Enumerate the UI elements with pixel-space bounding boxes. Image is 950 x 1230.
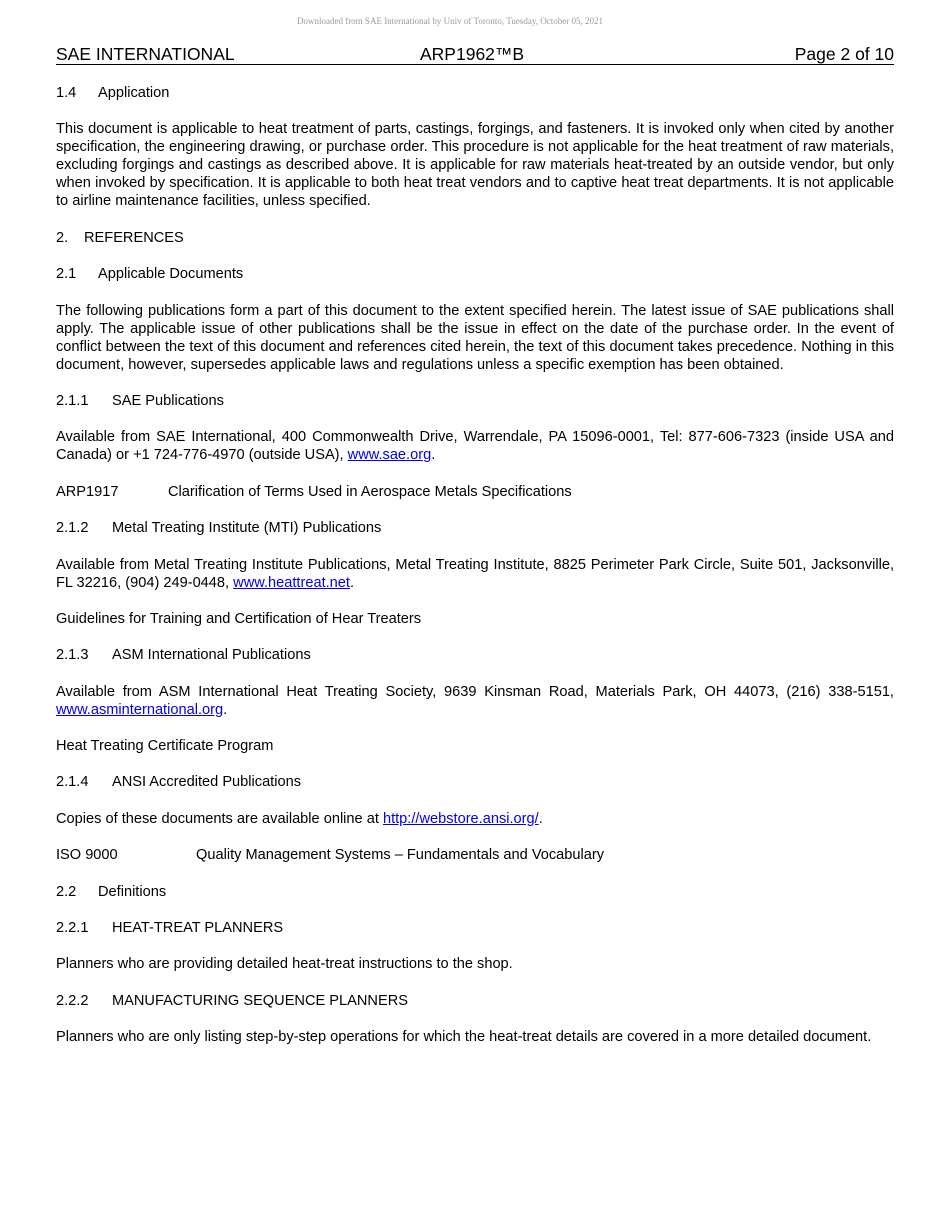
section-2-1-3-body — [56, 683, 894, 719]
section-2-1-4-heading — [56, 773, 894, 791]
period: . — [349, 574, 355, 591]
section-2-1-body: The following publications form a part of this document to the extent specified herein. The latest issue of SAE publications shall apply. The applicable issue of other publications shall be the issue in effect on the date of the purchase order. In the event of conflict between the text of this document and references cited herein, the text of this document takes precedence. Nothing in this document, however, supersedes applicable laws and regulations unless a specific exemption has been obtained. — [56, 302, 894, 373]
body-text: Available from Metal Treating Institute Publications, Metal Treating Institute, 8825 Perimeter Park Circle, Suite 501, Jacksonville, FL 32216, (904) 249-0448, — [56, 556, 894, 591]
section-title: Definitions — [98, 883, 167, 900]
section-2-1-2-body — [56, 556, 894, 592]
period: . — [223, 701, 228, 718]
section-title: HEAT-TREAT PLANNERS — [112, 920, 284, 937]
section-2-1-4-body — [56, 810, 894, 828]
section-number: 2.1 — [56, 266, 77, 283]
section-2-heading — [56, 229, 894, 247]
section-title: ANSI Accredited Publications — [112, 774, 302, 791]
section-2-2-1-body: Planners who are providing detailed heat-treat instructions to the shop. — [56, 956, 513, 973]
section-number: 2.1.3 — [56, 647, 89, 664]
heattreat-link[interactable]: www.heattreat.net — [233, 574, 350, 591]
section-2-2-2-heading — [56, 992, 894, 1010]
section-number: 2.2.2 — [56, 992, 89, 1009]
body-text: Available from ASM International Heat Treating Society, 9639 Kinsman Road, Materials Park, OH 44073, (216) 338-5151, — [56, 683, 894, 700]
period: . — [431, 447, 436, 464]
body-text: Copies of these documents are available online at — [56, 810, 383, 827]
section-number: 2. — [56, 229, 69, 246]
section-title: SAE Publications — [112, 392, 224, 409]
section-title: ASM International Publications — [112, 647, 311, 664]
document-body — [56, 84, 894, 1046]
section-number: 2.2.1 — [56, 920, 89, 937]
section-title: REFERENCES — [84, 229, 184, 246]
page-header — [56, 44, 894, 65]
section-2-2-1-heading — [56, 919, 894, 937]
reference-code: ARP1917 — [56, 483, 119, 500]
period: . — [538, 810, 543, 827]
reference-entry-mti: Guidelines for Training and Certification of Hear Treaters — [56, 610, 422, 627]
body-text: Available from SAE International, 400 Commonwealth Drive, Warrendale, PA 15096-0001, Tel: 877-606-7323 (inside USA and Canada) or +1 724-776-4970 (outside USA), — [56, 429, 894, 464]
section-title: MANUFACTURING SEQUENCE PLANNERS — [112, 992, 408, 1009]
section-1-4-heading — [56, 84, 894, 102]
reference-title: Clarification of Terms Used in Aerospace Metals Specifications — [168, 483, 572, 500]
reference-title: Quality Management Systems – Fundamentals and Vocabulary — [196, 847, 605, 864]
reference-entry-iso9000 — [56, 846, 894, 864]
section-number: 2.1.2 — [56, 520, 89, 537]
section-2-1-1-body — [56, 428, 894, 464]
section-2-1-2-heading — [56, 519, 894, 537]
section-title: Metal Treating Institute (MTI) Publications — [112, 520, 382, 537]
section-number: 1.4 — [56, 85, 77, 101]
section-2-1-3-heading — [56, 646, 894, 664]
sae-link[interactable]: www.sae.org — [347, 447, 432, 464]
header-org: SAE INTERNATIONAL — [56, 44, 235, 64]
reference-code: ISO 9000 — [56, 847, 118, 864]
section-title: Applicable Documents — [98, 266, 244, 283]
section-1-4-body: This document is applicable to heat treatment of parts, castings, forgings, and fasteners. It is invoked only when cited by another specification, the engineering drawing, or purchase order. This procedure is not applicable for the heat treatment of raw materials, excluding forgings and castings as described above. It is applicable for raw materials heat-treated by an outside vendor, but only when invoked by specification. It is applicable to both heat treat vendors and to captive heat treat departments. It is not applicable to airline maintenance facilities, unless specified. — [56, 121, 894, 210]
reference-entry-asm: Heat Treating Certificate Program — [56, 738, 274, 755]
reference-entry-arp1917 — [56, 483, 894, 501]
section-2-2-heading — [56, 883, 894, 901]
header-doc-id: ARP1962™B — [420, 44, 525, 64]
section-title: Application — [98, 85, 170, 101]
download-watermark: Downloaded from SAE International by Univ of Toronto, Tuesday, October 05, 2021 — [296, 16, 604, 26]
section-2-1-1-heading — [56, 392, 894, 410]
section-number: 2.1.4 — [56, 774, 89, 791]
section-2-2-2-body: Planners who are only listing step-by-step operations for which the heat-treat details are covered in a more detailed document. — [56, 1029, 872, 1046]
section-number: 2.1.1 — [56, 392, 89, 409]
section-number: 2.2 — [56, 883, 77, 900]
header-page-number: Page 2 of 10 — [794, 44, 894, 64]
asm-link[interactable]: www.asminternational.org — [56, 701, 224, 718]
section-2-1-heading — [56, 265, 894, 283]
ansi-link[interactable]: http://webstore.ansi.org/ — [382, 810, 539, 827]
